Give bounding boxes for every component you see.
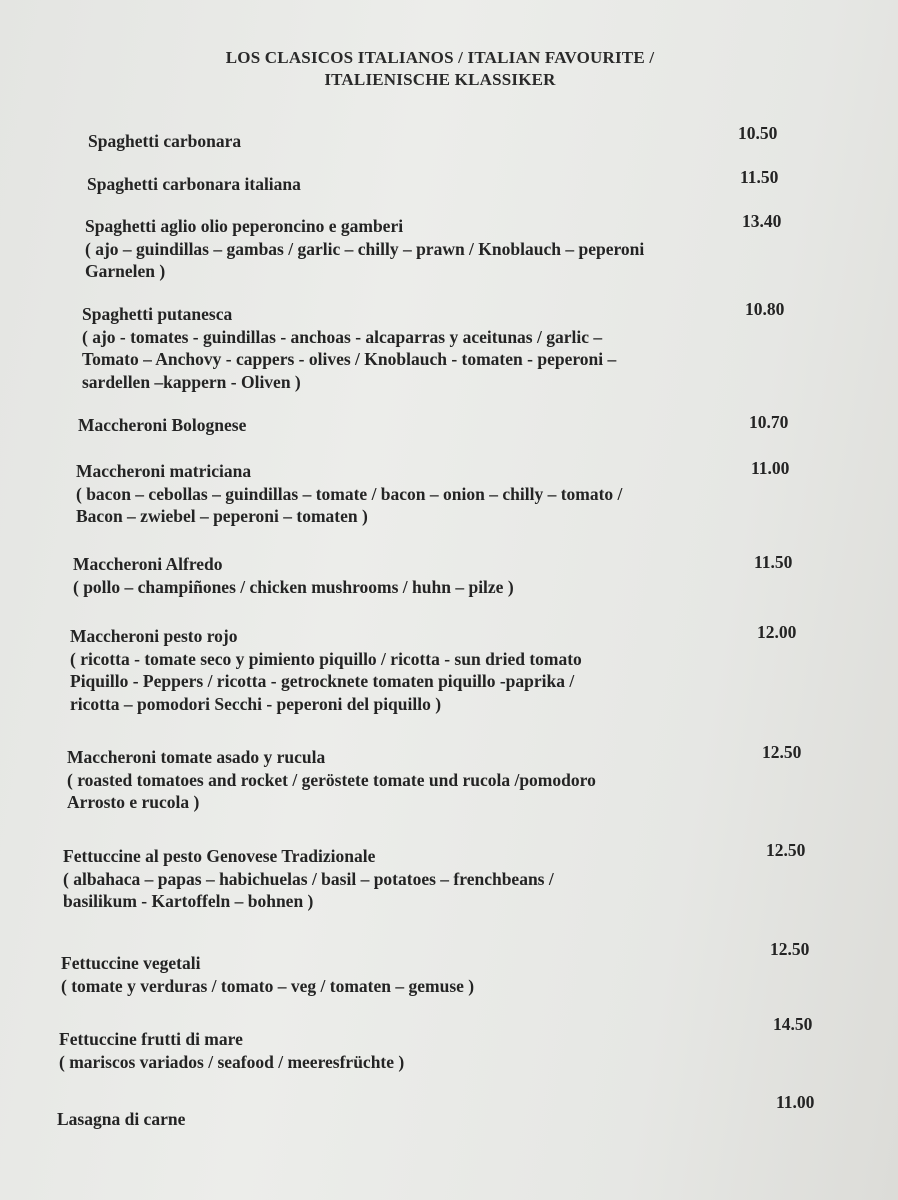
menu-item [82, 303, 616, 393]
menu-item [87, 173, 301, 196]
menu-item-description-line: ricotta – pomodori Secchi - peperoni del piquillo ) [70, 693, 442, 714]
menu-item [59, 1028, 404, 1073]
menu-item-name: Spaghetti carbonara [88, 131, 242, 151]
menu-item-price: 14.50 [773, 1014, 813, 1034]
menu-item-description-line: ( tomate y verduras / tomato – veg / tomaten – gemuse ) [61, 975, 475, 996]
menu-item-name: Spaghetti putanesca [82, 304, 233, 324]
menu-item-description-line: ( mariscos variados / seafood / meeresfrüchte ) [59, 1051, 405, 1072]
menu-item-price: 13.40 [742, 211, 782, 231]
menu-item [76, 460, 622, 528]
menu-item-price: 12.50 [770, 939, 810, 959]
menu-heading-line-1: LOS CLASICOS ITALIANOS / ITALIAN FAVOURITE / [225, 48, 655, 67]
menu-item [63, 845, 554, 913]
menu-item-name: Maccheroni matriciana [76, 461, 252, 481]
menu-item-description-line: basilikum - Kartoffeln – bohnen ) [63, 891, 314, 911]
menu-item-description-line: Garnelen ) [85, 261, 166, 281]
menu-item-name: Fettuccine frutti di mare [59, 1029, 243, 1049]
menu-item-name: Spaghetti aglio olio peperoncino e gamberi [85, 216, 404, 236]
menu-item-price: 10.50 [738, 123, 778, 143]
menu-item-description-line: Tomato – Anchovy - cappers - olives / Knoblauch - tomaten - peperoni – [82, 349, 617, 369]
menu-item-price: 10.80 [745, 299, 785, 319]
menu-item-name: Fettuccine al pesto Genovese Tradizionale [63, 846, 376, 866]
menu-item-name: Maccheroni tomate asado y rucula [67, 747, 326, 767]
menu-item-description-line: ( albahaca – papas – habichuelas / basil – potatoes – frenchbeans / [63, 868, 554, 889]
menu-item-name: Maccheroni Bolognese [78, 415, 247, 435]
menu-item [70, 625, 582, 715]
menu-item-name: Maccheroni Alfredo [73, 554, 223, 574]
menu-heading [150, 47, 730, 91]
menu-item-description-line: ( pollo – champiñones / chicken mushrooms / huhn – pilze ) [73, 576, 514, 597]
menu-item-price: 11.00 [751, 458, 790, 478]
menu-item [57, 1108, 185, 1131]
menu-item [88, 130, 241, 153]
menu-item-name: Spaghetti carbonara italiana [87, 174, 301, 194]
menu-item-description-line: sardellen –kappern - Oliven ) [82, 371, 301, 392]
menu-item-price: 12.50 [762, 742, 802, 762]
menu-item-price: 10.70 [749, 412, 789, 432]
menu-item [78, 414, 246, 437]
menu-item [67, 746, 596, 814]
menu-item-description-line: ( ricotta - tomate seco y pimiento piquillo / ricotta - sun dried tomato [70, 648, 582, 669]
menu-item [85, 215, 644, 283]
menu-item-description-line: ( ajo - tomates - guindillas - anchoas - alcaparras y aceitunas / garlic – [82, 326, 603, 347]
menu-item [61, 952, 474, 997]
menu-item-name: Maccheroni pesto rojo [70, 626, 238, 646]
menu-item-description-line: Bacon – zwiebel – peperoni – tomaten ) [76, 506, 368, 526]
menu-item-description-line: ( ajo – guindillas – gambas / garlic – chilly – prawn / Knoblauch – peperoni [85, 238, 645, 259]
menu-item-price: 11.50 [754, 552, 793, 572]
menu-item-description-line: ( roasted tomatoes and rocket / geröstete tomate und rucola /pomodoro [67, 769, 596, 790]
menu-item-description-line: Piquillo - Peppers / ricotta - getrocknete tomaten piquillo -paprika / [70, 671, 575, 691]
menu-heading-line-2: ITALIENISCHE KLASSIKER [324, 70, 556, 89]
menu-item [73, 553, 514, 598]
menu-item-price: 11.00 [776, 1092, 815, 1112]
menu-item-name: Lasagna di carne [57, 1109, 186, 1129]
menu-item-name: Fettuccine vegetali [61, 953, 201, 973]
menu-item-description-line: ( bacon – cebollas – guindillas – tomate / bacon – onion – chilly – tomato / [76, 483, 623, 504]
menu-item-price: 12.00 [757, 622, 797, 642]
menu-item-description-line: Arrosto e rucola ) [67, 792, 200, 812]
menu-item-price: 12.50 [766, 840, 806, 860]
menu-item-price: 11.50 [740, 167, 779, 187]
